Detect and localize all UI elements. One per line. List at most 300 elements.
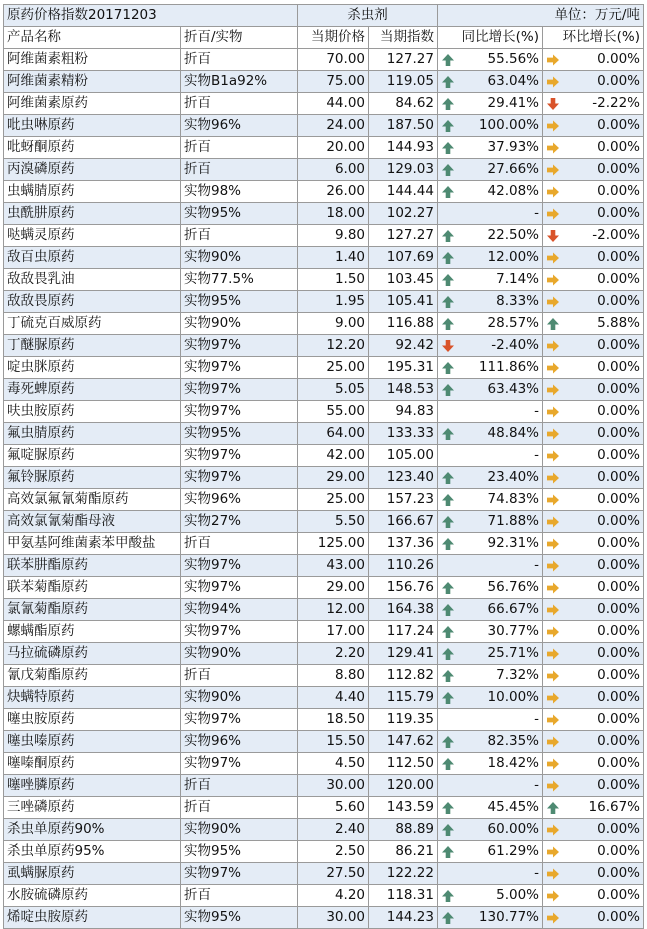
arrow-right-icon (546, 757, 560, 771)
yoy-growth-cell (438, 49, 543, 71)
current-price: 1.95 (298, 291, 369, 313)
yoy-growth-value: 56.76% (487, 579, 539, 595)
product-spec: 实物97% (181, 467, 298, 489)
current-index: 137.36 (369, 533, 438, 555)
yoy-growth-cell (438, 885, 543, 907)
current-price: 27.50 (298, 863, 369, 885)
current-price: 24.00 (298, 115, 369, 137)
current-price: 20.00 (298, 137, 369, 159)
current-index: 195.31 (369, 357, 438, 379)
yoy-growth-cell (438, 137, 543, 159)
product-spec: 折百 (181, 665, 298, 687)
arrow-right-icon (546, 163, 560, 177)
header-spec: 折百/实物 (181, 27, 298, 49)
product-name: 虫螨腈原药 (4, 181, 181, 203)
arrow-up-icon (441, 845, 455, 859)
current-price: 43.00 (298, 555, 369, 577)
yoy-growth-value: - (534, 777, 539, 793)
table-row (4, 93, 644, 115)
current-price: 5.50 (298, 511, 369, 533)
arrow-right-icon (546, 53, 560, 67)
arrow-right-icon (546, 889, 560, 903)
mom-growth-value: 0.00% (597, 711, 640, 727)
product-spec: 实物97% (181, 709, 298, 731)
yoy-growth-value: 60.00% (487, 821, 539, 837)
arrow-up-icon (441, 515, 455, 529)
arrow-up-icon (546, 801, 560, 815)
product-spec: 实物95% (181, 841, 298, 863)
mom-growth-cell (543, 181, 644, 203)
mom-growth-value: 0.00% (597, 777, 640, 793)
arrow-up-icon (441, 141, 455, 155)
yoy-growth-value: 111.86% (478, 359, 539, 375)
product-spec: 实物97% (181, 621, 298, 643)
table-row (4, 137, 644, 159)
mom-growth-cell (543, 885, 644, 907)
mom-growth-value: 0.00% (597, 73, 640, 89)
arrow-right-icon (546, 405, 560, 419)
mom-growth-value: 0.00% (597, 689, 640, 705)
arrow-up-icon (441, 493, 455, 507)
current-price: 5.05 (298, 379, 369, 401)
mom-growth-cell (543, 577, 644, 599)
yoy-growth-cell (438, 841, 543, 863)
current-index: 127.27 (369, 225, 438, 247)
title-row (4, 5, 644, 27)
current-index: 120.00 (369, 775, 438, 797)
mom-growth-cell (543, 423, 644, 445)
arrow-up-icon (441, 603, 455, 617)
arrow-up-icon (546, 317, 560, 331)
current-index: 103.45 (369, 269, 438, 291)
current-index: 88.89 (369, 819, 438, 841)
product-spec: 实物27% (181, 511, 298, 533)
current-index: 105.00 (369, 445, 438, 467)
arrow-up-icon (441, 251, 455, 265)
arrow-up-icon (441, 317, 455, 331)
mom-growth-value: 0.00% (597, 909, 640, 925)
mom-growth-value: 0.00% (597, 51, 640, 67)
product-name: 水胺硫磷原药 (4, 885, 181, 907)
arrow-right-icon (546, 845, 560, 859)
current-price: 25.00 (298, 489, 369, 511)
mom-growth-cell (543, 247, 644, 269)
yoy-growth-value: - (534, 865, 539, 881)
mom-growth-value: 0.00% (597, 183, 640, 199)
mom-growth-value: 0.00% (597, 139, 640, 155)
current-index: 119.05 (369, 71, 438, 93)
yoy-growth-value: 61.29% (487, 843, 539, 859)
price-index-table (3, 4, 644, 929)
yoy-growth-cell (438, 709, 543, 731)
current-index: 129.03 (369, 159, 438, 181)
product-spec: 实物95% (181, 423, 298, 445)
mom-growth-cell (543, 643, 644, 665)
arrow-right-icon (546, 823, 560, 837)
arrow-up-icon (441, 185, 455, 199)
product-name: 杀虫单原药95% (4, 841, 181, 863)
arrow-up-icon (441, 647, 455, 661)
current-index: 148.53 (369, 379, 438, 401)
arrow-down-icon (441, 339, 455, 353)
mom-growth-cell (543, 313, 644, 335)
table-row (4, 401, 644, 423)
arrow-right-icon (546, 339, 560, 353)
mom-growth-cell (543, 775, 644, 797)
current-index: 116.88 (369, 313, 438, 335)
mom-growth-value: 0.00% (597, 843, 640, 859)
mom-growth-cell (543, 203, 644, 225)
mom-growth-cell (543, 159, 644, 181)
current-index: 129.41 (369, 643, 438, 665)
mom-growth-cell (543, 731, 644, 753)
current-price: 1.40 (298, 247, 369, 269)
arrow-right-icon (546, 471, 560, 485)
table-row (4, 599, 644, 621)
current-index: 122.22 (369, 863, 438, 885)
arrow-right-icon (546, 867, 560, 881)
mom-growth-cell (543, 555, 644, 577)
yoy-growth-value: 5.00% (496, 887, 539, 903)
current-price: 18.50 (298, 709, 369, 731)
current-price: 9.80 (298, 225, 369, 247)
current-price: 4.20 (298, 885, 369, 907)
mom-growth-cell (543, 489, 644, 511)
mom-growth-value: 0.00% (597, 601, 640, 617)
yoy-growth-value: 37.93% (487, 139, 539, 155)
current-price: 70.00 (298, 49, 369, 71)
yoy-growth-value: 18.42% (487, 755, 539, 771)
mom-growth-value: 0.00% (597, 205, 640, 221)
yoy-growth-value: 48.84% (487, 425, 539, 441)
product-name: 联苯肼酯原药 (4, 555, 181, 577)
table-row (4, 775, 644, 797)
index-title: 原药价格指数20171203 (4, 5, 298, 27)
mom-growth-value: 0.00% (597, 755, 640, 771)
table-row (4, 181, 644, 203)
current-price: 25.00 (298, 357, 369, 379)
table-row (4, 291, 644, 313)
yoy-growth-value: 25.71% (487, 645, 539, 661)
mom-growth-cell (543, 93, 644, 115)
mom-growth-cell (543, 291, 644, 313)
header-index: 当期指数 (369, 27, 438, 49)
product-name: 呋虫胺原药 (4, 401, 181, 423)
product-name: 螺螨酯原药 (4, 621, 181, 643)
yoy-growth-value: 12.00% (487, 249, 539, 265)
table-row (4, 467, 644, 489)
mom-growth-cell (543, 709, 644, 731)
mom-growth-cell (543, 907, 644, 929)
product-name: 氯氰菊酯原药 (4, 599, 181, 621)
yoy-growth-value: -2.40% (491, 337, 539, 353)
header-name: 产品名称 (4, 27, 181, 49)
arrow-up-icon (441, 889, 455, 903)
yoy-growth-value: 66.67% (487, 601, 539, 617)
arrow-right-icon (546, 427, 560, 441)
table-row (4, 555, 644, 577)
yoy-growth-cell (438, 511, 543, 533)
arrow-right-icon (546, 207, 560, 221)
current-index: 84.62 (369, 93, 438, 115)
current-index: 86.21 (369, 841, 438, 863)
mom-growth-value: 0.00% (597, 447, 640, 463)
product-spec: 实物97% (181, 445, 298, 467)
product-spec: 实物98% (181, 181, 298, 203)
current-index: 117.24 (369, 621, 438, 643)
yoy-growth-cell (438, 643, 543, 665)
product-name: 吡蚜酮原药 (4, 137, 181, 159)
mom-growth-cell (543, 401, 644, 423)
current-index: 110.26 (369, 555, 438, 577)
mom-growth-value: 5.88% (597, 315, 640, 331)
arrow-right-icon (546, 185, 560, 199)
current-index: 156.76 (369, 577, 438, 599)
yoy-growth-cell (438, 555, 543, 577)
yoy-growth-value: 7.32% (496, 667, 539, 683)
mom-growth-cell (543, 665, 644, 687)
product-name: 阿维菌素精粉 (4, 71, 181, 93)
mom-growth-cell (543, 599, 644, 621)
mom-growth-value: 0.00% (597, 887, 640, 903)
mom-growth-cell (543, 49, 644, 71)
mom-growth-cell (543, 533, 644, 555)
current-index: 157.23 (369, 489, 438, 511)
unit-label: 单位：万元/吨 (438, 5, 644, 27)
product-name: 高效氯氟氰菊酯原药 (4, 489, 181, 511)
mom-growth-cell (543, 357, 644, 379)
arrow-up-icon (441, 229, 455, 243)
current-index: 119.35 (369, 709, 438, 731)
product-name: 炔螨特原药 (4, 687, 181, 709)
table-row (4, 49, 644, 71)
current-price: 30.00 (298, 907, 369, 929)
arrow-up-icon (441, 427, 455, 441)
table-row (4, 379, 644, 401)
product-name: 噻嗪酮原药 (4, 753, 181, 775)
product-spec: 实物97% (181, 401, 298, 423)
mom-growth-value: 0.00% (597, 403, 640, 419)
yoy-growth-cell (438, 775, 543, 797)
current-price: 55.00 (298, 401, 369, 423)
table-row (4, 71, 644, 93)
yoy-growth-cell (438, 225, 543, 247)
arrow-right-icon (546, 119, 560, 133)
arrow-up-icon (441, 163, 455, 177)
product-spec: 实物97% (181, 753, 298, 775)
table-row (4, 731, 644, 753)
product-spec: 折百 (181, 797, 298, 819)
table-row (4, 423, 644, 445)
table-row (4, 489, 644, 511)
product-name: 甲氨基阿维菌素苯甲酸盐 (4, 533, 181, 555)
current-index: 166.67 (369, 511, 438, 533)
current-price: 29.00 (298, 467, 369, 489)
mom-growth-value: 0.00% (597, 293, 640, 309)
mom-growth-value: 0.00% (597, 557, 640, 573)
mom-growth-value: 0.00% (597, 271, 640, 287)
yoy-growth-cell (438, 291, 543, 313)
product-spec: 实物95% (181, 291, 298, 313)
current-index: 144.23 (369, 907, 438, 929)
yoy-growth-cell (438, 863, 543, 885)
yoy-growth-cell (438, 335, 543, 357)
mom-growth-cell (543, 621, 644, 643)
yoy-growth-value: 30.77% (487, 623, 539, 639)
current-price: 30.00 (298, 775, 369, 797)
yoy-growth-value: - (534, 403, 539, 419)
table-row (4, 665, 644, 687)
arrow-right-icon (546, 449, 560, 463)
mom-growth-cell (543, 841, 644, 863)
mom-growth-cell (543, 115, 644, 137)
current-index: 118.31 (369, 885, 438, 907)
mom-growth-value: 0.00% (597, 513, 640, 529)
mom-growth-value: 0.00% (597, 359, 640, 375)
current-index: 133.33 (369, 423, 438, 445)
arrow-right-icon (546, 735, 560, 749)
product-spec: 实物90% (181, 687, 298, 709)
current-index: 144.93 (369, 137, 438, 159)
header-yoy: 同比增长(%) (438, 27, 543, 49)
table-row (4, 313, 644, 335)
product-name: 氰戊菊酯原药 (4, 665, 181, 687)
current-price: 17.00 (298, 621, 369, 643)
product-name: 虱螨脲原药 (4, 863, 181, 885)
product-spec: 折百 (181, 49, 298, 71)
yoy-growth-value: - (534, 711, 539, 727)
category-title: 杀虫剂 (298, 5, 438, 27)
arrow-right-icon (546, 603, 560, 617)
table-row (4, 115, 644, 137)
mom-growth-value: 0.00% (597, 645, 640, 661)
table-row (4, 687, 644, 709)
mom-growth-value: 0.00% (597, 337, 640, 353)
product-name: 马拉硫磷原药 (4, 643, 181, 665)
product-name: 丁硫克百威原药 (4, 313, 181, 335)
product-name: 噻虫胺原药 (4, 709, 181, 731)
product-name: 氟虫腈原药 (4, 423, 181, 445)
table-row (4, 885, 644, 907)
product-spec: 实物95% (181, 907, 298, 929)
table-row (4, 841, 644, 863)
current-price: 26.00 (298, 181, 369, 203)
mom-growth-cell (543, 753, 644, 775)
arrow-right-icon (546, 559, 560, 573)
product-name: 氟铃脲原药 (4, 467, 181, 489)
arrow-right-icon (546, 537, 560, 551)
arrow-up-icon (441, 295, 455, 309)
arrow-right-icon (546, 515, 560, 529)
arrow-up-icon (441, 53, 455, 67)
yoy-growth-value: 7.14% (496, 271, 539, 287)
table-row (4, 159, 644, 181)
product-spec: 实物96% (181, 489, 298, 511)
product-name: 敌百虫原药 (4, 247, 181, 269)
table-row (4, 797, 644, 819)
yoy-growth-value: 71.88% (487, 513, 539, 529)
header-mom: 环比增长(%) (543, 27, 644, 49)
product-spec: 实物94% (181, 599, 298, 621)
yoy-growth-value: 55.56% (487, 51, 539, 67)
mom-growth-value: 0.00% (597, 117, 640, 133)
arrow-up-icon (441, 823, 455, 837)
yoy-growth-cell (438, 115, 543, 137)
current-price: 15.50 (298, 731, 369, 753)
yoy-growth-cell (438, 731, 543, 753)
mom-growth-value: 0.00% (597, 161, 640, 177)
yoy-growth-value: 82.35% (487, 733, 539, 749)
product-name: 阿维菌素粗粉 (4, 49, 181, 71)
arrow-up-icon (441, 691, 455, 705)
yoy-growth-value: 23.40% (487, 469, 539, 485)
mom-growth-cell (543, 269, 644, 291)
product-name: 啶虫脒原药 (4, 357, 181, 379)
arrow-right-icon (546, 713, 560, 727)
product-spec: 折百 (181, 533, 298, 555)
product-spec: 实物97% (181, 379, 298, 401)
product-name: 丙溴磷原药 (4, 159, 181, 181)
mom-growth-cell (543, 335, 644, 357)
yoy-growth-value: 63.43% (487, 381, 539, 397)
product-name: 高效氯氰菊酯母液 (4, 511, 181, 533)
mom-growth-value: 0.00% (597, 865, 640, 881)
arrow-up-icon (441, 97, 455, 111)
arrow-up-icon (441, 537, 455, 551)
product-spec: 实物B1a92% (181, 71, 298, 93)
arrow-up-icon (441, 75, 455, 89)
yoy-growth-cell (438, 181, 543, 203)
arrow-right-icon (546, 251, 560, 265)
product-spec: 实物90% (181, 313, 298, 335)
product-spec: 实物90% (181, 643, 298, 665)
current-price: 4.40 (298, 687, 369, 709)
arrow-right-icon (546, 493, 560, 507)
header-price: 当期价格 (298, 27, 369, 49)
arrow-right-icon (546, 647, 560, 661)
yoy-growth-value: 45.45% (487, 799, 539, 815)
yoy-growth-cell (438, 247, 543, 269)
arrow-right-icon (546, 691, 560, 705)
product-spec: 实物97% (181, 863, 298, 885)
current-index: 144.44 (369, 181, 438, 203)
product-spec: 实物95% (181, 203, 298, 225)
table-row (4, 445, 644, 467)
arrow-up-icon (441, 801, 455, 815)
table-row (4, 819, 644, 841)
current-price: 44.00 (298, 93, 369, 115)
mom-growth-value: 0.00% (597, 469, 640, 485)
yoy-growth-cell (438, 357, 543, 379)
current-index: 115.79 (369, 687, 438, 709)
yoy-growth-cell (438, 665, 543, 687)
current-price: 2.20 (298, 643, 369, 665)
current-index: 127.27 (369, 49, 438, 71)
yoy-growth-cell (438, 687, 543, 709)
product-name: 三唑磷原药 (4, 797, 181, 819)
mom-growth-value: 0.00% (597, 667, 640, 683)
arrow-up-icon (441, 735, 455, 749)
yoy-growth-cell (438, 313, 543, 335)
mom-growth-cell (543, 137, 644, 159)
product-spec: 实物77.5% (181, 269, 298, 291)
product-spec: 折百 (181, 885, 298, 907)
table-row (4, 577, 644, 599)
mom-growth-cell (543, 225, 644, 247)
yoy-growth-value: - (534, 205, 539, 221)
current-index: 112.50 (369, 753, 438, 775)
arrow-right-icon (546, 669, 560, 683)
